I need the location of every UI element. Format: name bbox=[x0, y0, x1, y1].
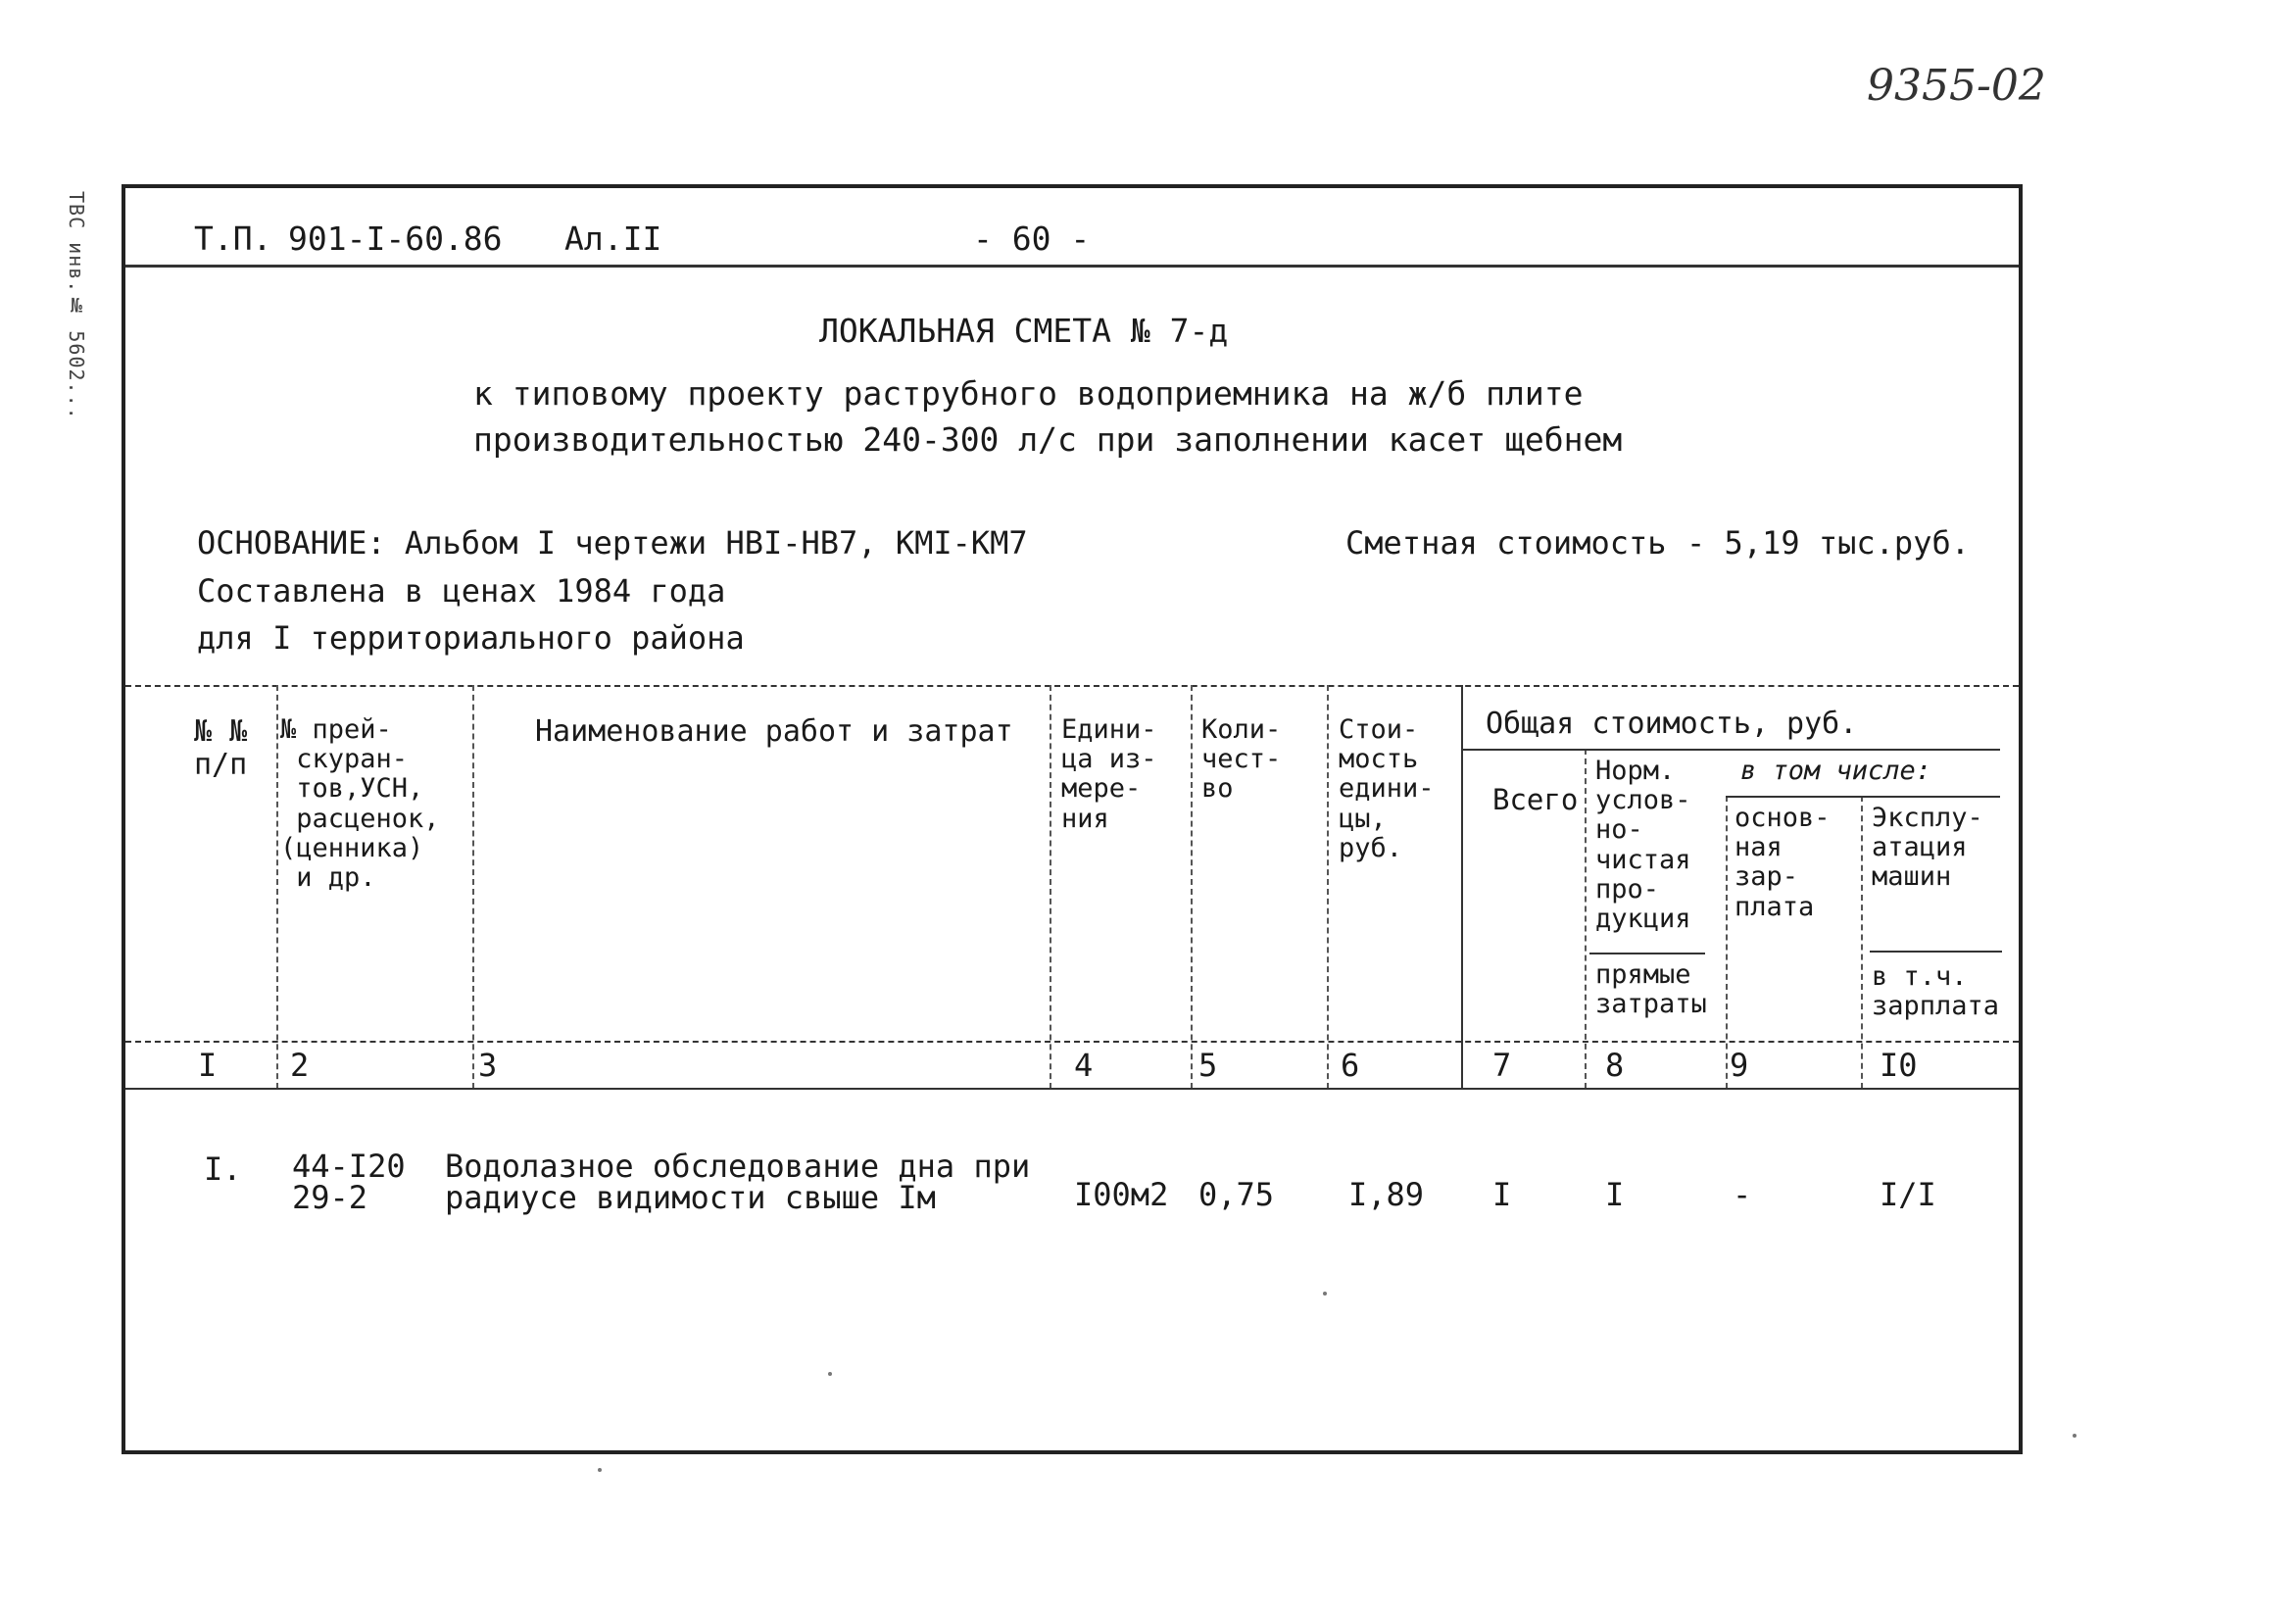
row-nup: I bbox=[1605, 1176, 1625, 1213]
document-frame bbox=[122, 184, 2023, 1454]
subtitle-line-1: к типовому проекту раструбного водоприемника на ж/б плите bbox=[473, 374, 1584, 413]
col-header-quantity: Коли- чест- во bbox=[1201, 714, 1282, 805]
colnum-6: 6 bbox=[1341, 1047, 1360, 1084]
colnum-9: 9 bbox=[1730, 1047, 1749, 1084]
colnum-8: 8 bbox=[1605, 1047, 1625, 1084]
scan-speck bbox=[828, 1372, 832, 1376]
header-divider bbox=[125, 265, 2019, 268]
scan-speck bbox=[1323, 1292, 1327, 1296]
row-base-salary: - bbox=[1733, 1176, 1752, 1213]
col-sep-8 bbox=[1726, 796, 1728, 1089]
subgroup-rule bbox=[1726, 796, 2000, 798]
col-header-including: в том числе: bbox=[1740, 756, 1932, 786]
col-header-base-salary: основ- ная зар- плата bbox=[1734, 803, 1831, 922]
col-sep-7 bbox=[1585, 749, 1587, 1089]
region-line: для I территориального района bbox=[197, 619, 745, 657]
row-unit-price: I,89 bbox=[1348, 1176, 1425, 1213]
scan-speck bbox=[598, 1468, 602, 1472]
col-header-machines: Эксплу- атация машин bbox=[1872, 803, 1983, 893]
colnum-7: 7 bbox=[1492, 1047, 1512, 1084]
table-top-rule bbox=[125, 685, 2019, 687]
row-quantity: 0,75 bbox=[1198, 1176, 1275, 1213]
col-sep-2 bbox=[472, 685, 474, 1089]
colnum-1: I bbox=[198, 1047, 218, 1084]
col-header-unit-price: Стои- мость едини- цы, руб. bbox=[1339, 714, 1435, 863]
basis-line: ОСНОВАНИЕ: Альбом I чертежи HBI-HB7, KMI-KM7 bbox=[197, 524, 1028, 562]
col-header-total: Всего bbox=[1492, 783, 1579, 816]
col-header-price-list: № прей- скуран- тов,УСН, расценок, (ценника) и др. bbox=[280, 714, 440, 894]
nup-underline bbox=[1589, 953, 1705, 954]
col-sep-6 bbox=[1461, 685, 1463, 1089]
row-unit: I00м2 bbox=[1074, 1176, 1169, 1213]
col-header-total-group: Общая стоимость, руб. bbox=[1486, 707, 1858, 741]
row-work-name: Водолазное обследование дна при радиусе видимости свыше Iм bbox=[445, 1148, 1031, 1216]
machines-underline bbox=[1870, 951, 2002, 953]
col-sep-9 bbox=[1861, 796, 1863, 1089]
doc-code-prefix: Т.П. bbox=[194, 220, 272, 258]
col-header-work-name: Наименование работ и затрат bbox=[535, 714, 1013, 749]
col-sep-3 bbox=[1050, 685, 1051, 1089]
group-header-rule bbox=[1461, 749, 2000, 751]
cost-value: - 5,19 тыс.руб. bbox=[1686, 524, 1970, 562]
prices-line: Составлена в ценах 1984 года bbox=[197, 572, 726, 610]
col-sep-4 bbox=[1191, 685, 1193, 1089]
row-total: I bbox=[1492, 1176, 1512, 1213]
column-numbers-top-rule bbox=[125, 1041, 2019, 1043]
subtitle-line-2: производительностью 240-300 л/с при заполнении касет щебнем bbox=[473, 420, 1623, 459]
cost-label: Сметная стоимость bbox=[1345, 524, 1667, 562]
document-title: ЛОКАЛЬНАЯ СМЕТА № 7-д bbox=[819, 312, 1229, 350]
scan-speck bbox=[2073, 1434, 2076, 1438]
handwritten-number: 9355-02 bbox=[1867, 61, 2046, 111]
row-machines: I/I bbox=[1880, 1176, 1936, 1213]
page-number: - 60 - bbox=[973, 220, 1091, 258]
colnum-5: 5 bbox=[1198, 1047, 1218, 1084]
doc-code: 901-I-60.86 bbox=[288, 220, 503, 258]
row-number: I. bbox=[204, 1150, 242, 1188]
row-price-code: 44-I20 29-2 bbox=[292, 1148, 406, 1216]
album-number: Ал.II bbox=[564, 220, 662, 258]
column-numbers-bottom-rule bbox=[125, 1088, 2019, 1090]
col-header-unit: Едини- ца из- мере- ния bbox=[1061, 714, 1157, 834]
col-header-direct-costs: прямые затраты bbox=[1595, 959, 1707, 1020]
side-stamp: ТВС инв.№ 5602... bbox=[65, 191, 88, 420]
col-header-machines-salary: в т.ч. зарплата bbox=[1872, 961, 2000, 1022]
colnum-4: 4 bbox=[1074, 1047, 1094, 1084]
colnum-2: 2 bbox=[290, 1047, 310, 1084]
col-header-nup: Норм. услов- но- чистая про- дукция bbox=[1595, 756, 1691, 935]
colnum-3: 3 bbox=[478, 1047, 498, 1084]
colnum-10: I0 bbox=[1880, 1047, 1918, 1084]
col-sep-1 bbox=[276, 685, 278, 1089]
col-header-number: № № п/п bbox=[194, 714, 248, 782]
col-sep-5 bbox=[1327, 685, 1329, 1089]
